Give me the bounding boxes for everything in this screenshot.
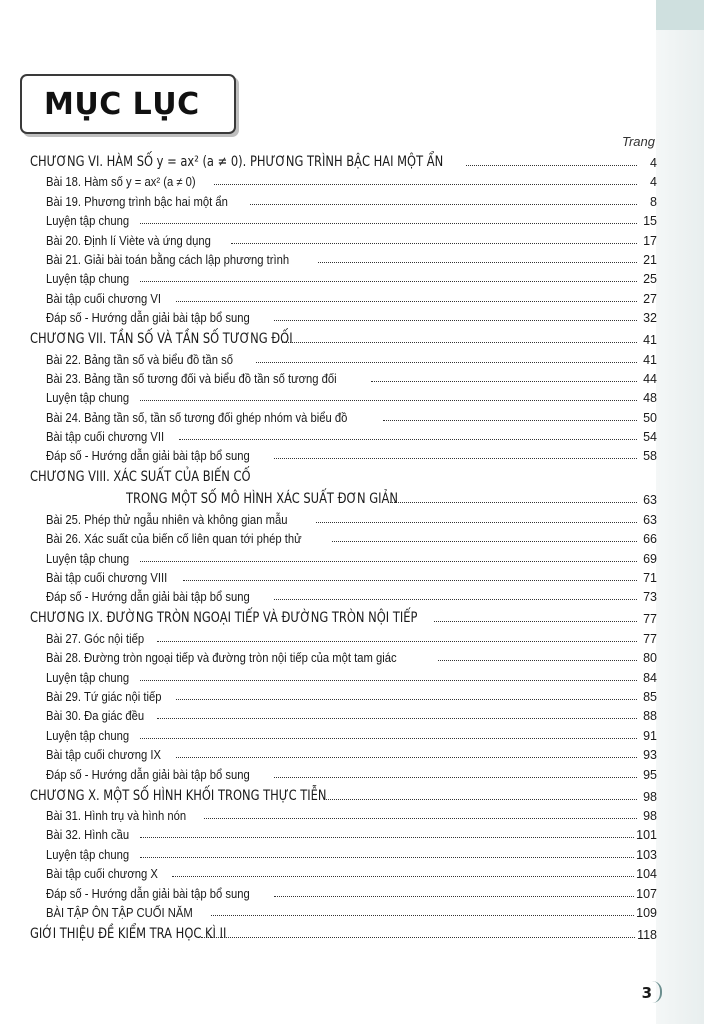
toc-item-title: BÀI TẬP ÔN TẬP CUỐI NĂM [46, 905, 193, 920]
dot-leader [390, 502, 637, 503]
toc-item-title: Bài 27. Góc nội tiếp [46, 631, 145, 646]
dot-leader [204, 818, 637, 819]
page-edge-tab [656, 0, 704, 30]
toc-page-number: 109 [636, 905, 657, 920]
toc-item [30, 862, 657, 881]
toc-page-number: 104 [636, 867, 657, 882]
toc-page-number: 58 [643, 449, 657, 464]
toc-item [30, 546, 657, 565]
toc-item-title: Luyện tập chung [46, 551, 130, 566]
toc-page-number: 118 [637, 927, 657, 942]
toc-item-title: Bài 20. Định lí Viète và ứng dụng [46, 233, 211, 248]
toc-item-title: Đáp số - Hướng dẫn giải bài tập bổ sung [46, 449, 250, 464]
toc-item [30, 170, 657, 189]
toc-item [30, 743, 657, 762]
dot-leader [172, 876, 634, 877]
page-column-label: Trang [622, 134, 655, 149]
toc-item [30, 425, 657, 444]
toc-chapter-continued [30, 485, 657, 507]
page-title: MỤC LỤC [44, 86, 200, 122]
toc-item-title: Bài 26. Xác suất của biến cố liên quan tới phép thử [46, 532, 302, 547]
dot-leader [274, 896, 634, 897]
dot-leader [157, 641, 637, 642]
dot-leader [318, 262, 637, 263]
dot-leader [157, 718, 637, 719]
toc-page-number: 98 [643, 808, 657, 823]
toc-page-number: 63 [643, 512, 657, 527]
toc-item [30, 881, 657, 900]
toc-item [30, 626, 657, 645]
toc-item-title: Bài 31. Hình trụ và hình nón [46, 808, 187, 823]
toc-page-number: 50 [643, 410, 657, 425]
dot-leader [274, 777, 637, 778]
dot-leader [214, 184, 637, 185]
toc-chapter [30, 604, 657, 626]
toc-page-number: 93 [643, 748, 657, 763]
toc-page-number: 4 [650, 175, 657, 190]
dot-leader [274, 599, 637, 600]
dot-leader [332, 541, 637, 542]
toc-item [30, 842, 657, 861]
toc-item-title: Luyện tập chung [46, 670, 130, 685]
toc-page-number: 69 [643, 551, 657, 566]
dot-leader [140, 837, 634, 838]
toc-item-title: Luyện tập chung [46, 214, 130, 229]
toc-item-title: Bài tập cuối chương VII [46, 430, 165, 445]
dot-leader [371, 381, 637, 382]
toc-item [30, 444, 657, 463]
toc-item [30, 286, 657, 305]
toc-page-number: 4 [650, 156, 657, 170]
toc-page-number: 44 [643, 371, 657, 386]
toc-item [30, 267, 657, 286]
toc-item-title: Bài 18. Hàm số y = ax² (a ≠ 0) [46, 175, 196, 190]
dot-leader [140, 281, 637, 282]
toc-item-title: Bài 30. Đa giác đều [46, 709, 145, 724]
toc-page-number: 66 [643, 532, 657, 547]
toc-item-title: Bài 24. Bảng tần số, tần số tương đối ghép nhóm và biểu đồ [46, 410, 348, 425]
toc-page-number: 91 [643, 728, 657, 743]
toc-item-title: Đáp số - Hướng dẫn giải bài tập bổ sung [46, 590, 250, 605]
toc-item [30, 248, 657, 267]
dot-leader [274, 458, 637, 459]
dot-leader [140, 400, 637, 401]
toc-item-title: Luyện tập chung [46, 728, 130, 743]
toc-item-title: Bài 23. Bảng tần số tương đối và biểu đồ tần số tương đối [46, 371, 337, 386]
toc-item [30, 566, 657, 585]
toc-item [30, 823, 657, 842]
toc-page-number: 8 [650, 194, 657, 209]
toc-page-number: 95 [643, 767, 657, 782]
toc-page-number: 41 [643, 333, 657, 348]
dot-leader [176, 301, 637, 302]
toc-chapter [30, 782, 657, 804]
toc-page-number: 71 [643, 571, 657, 586]
toc-page-number: 63 [643, 493, 657, 508]
toc-chapter-title: CHƯƠNG VII. TẦN SỐ VÀ TẦN SỐ TƯƠNG ĐỐI [30, 331, 293, 348]
toc-page-number: 48 [643, 391, 657, 406]
toc-item [30, 665, 657, 684]
toc-item-title: Đáp số - Hướng dẫn giải bài tập bổ sung [46, 311, 250, 326]
dot-leader [274, 320, 637, 321]
dot-leader [183, 580, 637, 581]
toc-chapter-title: CHƯƠNG VIII. XÁC SUẤT CỦA BIẾN CỐ [30, 469, 251, 486]
toc-page-number: 27 [643, 291, 657, 306]
dot-leader [466, 165, 637, 166]
toc-item [30, 209, 657, 228]
toc-item-title: Đáp số - Hướng dẫn giải bài tập bổ sung [46, 767, 250, 782]
toc-item-title: Bài tập cuối chương X [46, 867, 158, 882]
toc-item-title: Bài tập cuối chương VI [46, 291, 161, 306]
dot-leader [201, 937, 635, 938]
toc-chapter-title: GIỚI THIỆU ĐỀ KIỂM TRA HỌC KÌ II [30, 925, 227, 942]
toc-item [30, 228, 657, 247]
toc-chapter-title: TRONG MỘT SỐ MÔ HÌNH XÁC SUẤT ĐƠN GIẢN [126, 491, 398, 508]
toc-page-number: 107 [636, 886, 657, 901]
toc-item [30, 527, 657, 546]
toc-item-title: Đáp số - Hướng dẫn giải bài tập bổ sung [46, 886, 250, 901]
page-number: 3 [641, 984, 652, 1002]
dot-leader [282, 342, 637, 343]
toc-item [30, 901, 657, 920]
dot-leader [176, 699, 637, 700]
dot-leader [140, 857, 634, 858]
toc-item-title: Bài tập cuối chương VIII [46, 571, 168, 586]
toc-page-number: 85 [643, 689, 657, 704]
toc-item [30, 306, 657, 325]
toc-item-title: Bài 28. Đường tròn ngoại tiếp và đường tròn nội tiếp của một tam giác [46, 651, 397, 666]
toc-item-title: Bài tập cuối chương IX [46, 748, 161, 763]
dot-leader [438, 660, 637, 661]
toc-chapter [30, 148, 657, 170]
page-edge-band [656, 0, 704, 1024]
toc-page-number: 84 [643, 670, 657, 685]
dot-leader [140, 561, 637, 562]
dot-leader [316, 522, 637, 523]
dot-leader [211, 915, 634, 916]
toc-page-number: 32 [643, 311, 657, 326]
toc-item [30, 685, 657, 704]
toc-chapter [30, 920, 657, 942]
table-of-contents [30, 148, 657, 942]
toc-page-number: 98 [643, 789, 657, 804]
toc-item [30, 704, 657, 723]
toc-item [30, 646, 657, 665]
toc-item [30, 723, 657, 742]
toc-item [30, 347, 657, 366]
toc-page-number: 103 [636, 847, 657, 862]
toc-item [30, 804, 657, 823]
dot-leader [434, 621, 637, 622]
toc-item [30, 585, 657, 604]
toc-item [30, 762, 657, 781]
toc-item-title: Luyện tập chung [46, 272, 130, 287]
toc-page-number: 25 [643, 272, 657, 287]
toc-chapter [30, 463, 657, 485]
toc-item [30, 367, 657, 386]
toc-item-title: Luyện tập chung [46, 847, 130, 862]
toc-item-title: Bài 21. Giải bài toán bằng cách lập phương trình [46, 252, 290, 267]
dot-leader [140, 738, 637, 739]
dot-leader [179, 439, 637, 440]
toc-chapter-title: CHƯƠNG X. MỘT SỐ HÌNH KHỐI TRONG THỰC TIỄN [30, 787, 327, 804]
dot-leader [140, 680, 637, 681]
toc-page-number: 21 [643, 252, 657, 267]
toc-page-number: 15 [643, 214, 657, 229]
toc-page-number: 77 [643, 631, 657, 646]
dot-leader [383, 420, 637, 421]
toc-item [30, 386, 657, 405]
dot-leader [176, 757, 637, 758]
toc-item-title: Bài 29. Tứ giác nội tiếp [46, 689, 162, 704]
dot-leader [231, 243, 637, 244]
dot-leader [140, 223, 637, 224]
toc-item [30, 507, 657, 526]
toc-page-number: 77 [643, 612, 657, 627]
toc-item [30, 405, 657, 424]
toc-page-number: 17 [643, 233, 657, 248]
toc-page-number: 41 [643, 352, 657, 367]
toc-item-title: Bài 25. Phép thử ngẫu nhiên và không gian mẫu [46, 512, 288, 527]
toc-page-number: 73 [643, 590, 657, 605]
dot-leader [250, 204, 637, 205]
toc-page-number: 54 [643, 430, 657, 445]
toc-chapter [30, 325, 657, 347]
toc-item-title: Bài 32. Hình cầu [46, 828, 130, 843]
toc-page-number: 101 [636, 828, 657, 843]
toc-page-number: 80 [643, 651, 657, 666]
dot-leader [256, 362, 637, 363]
title-box [20, 74, 236, 134]
toc-chapter-title: CHƯƠNG VI. HÀM SỐ y = ax² (a ≠ 0). PHƯƠNG TRÌNH BẬC HAI MỘT ẨN [30, 154, 444, 170]
toc-item-title: Luyện tập chung [46, 391, 130, 406]
toc-page-number: 88 [643, 709, 657, 724]
dot-leader [324, 799, 637, 800]
toc-item [30, 189, 657, 208]
toc-item-title: Bài 19. Phương trình bậc hai một ẩn [46, 194, 228, 209]
toc-chapter-title: CHƯƠNG IX. ĐƯỜNG TRÒN NGOẠI TIẾP VÀ ĐƯỜNG TRÒN NỘI TIẾP [30, 610, 418, 627]
toc-item-title: Bài 22. Bảng tần số và biểu đồ tần số [46, 352, 234, 367]
